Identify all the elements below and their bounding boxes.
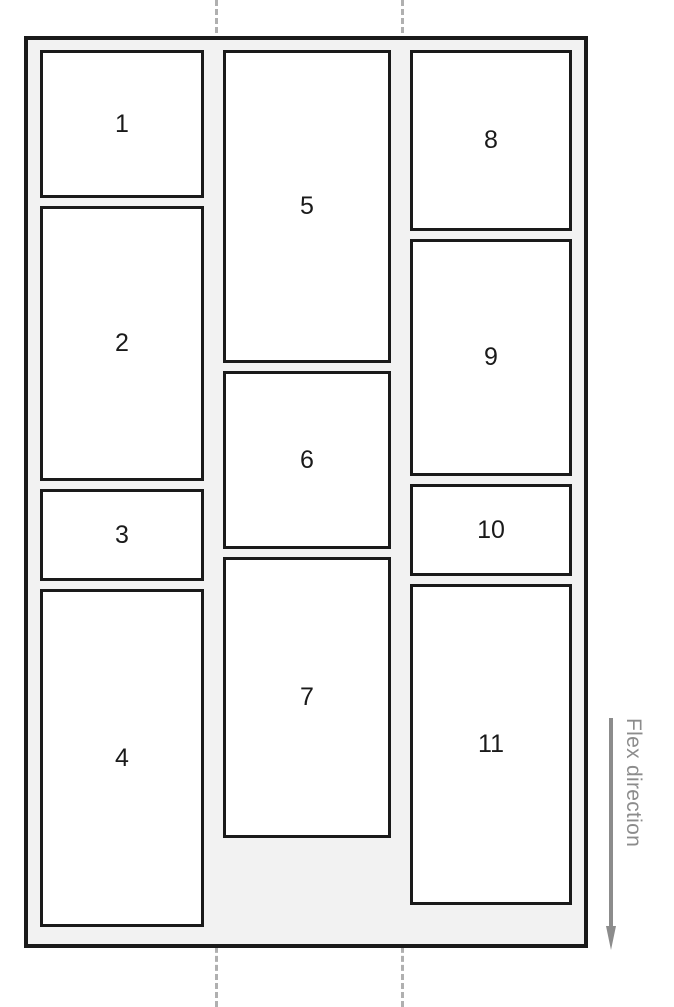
flex-item-6	[223, 371, 391, 549]
flex-column-2	[214, 40, 400, 848]
flex-direction-label: Flex direction	[622, 718, 645, 848]
flex-item-4	[40, 589, 204, 927]
flex-item-10	[410, 484, 572, 576]
flex-item-label: 3	[115, 520, 129, 549]
flex-item-3	[40, 489, 204, 581]
flex-item-label: 4	[115, 743, 129, 772]
flex-column-1	[28, 40, 214, 937]
flex-item-label: 11	[478, 730, 504, 758]
flex-container	[24, 36, 588, 948]
flex-item-label: 1	[115, 109, 129, 138]
flex-item-1	[40, 50, 204, 198]
flex-item-label: 2	[115, 329, 129, 357]
flex-item-2	[40, 206, 204, 481]
flex-item-8	[410, 50, 572, 231]
flex-item-label: 5	[300, 192, 314, 220]
flex-item-label: 6	[300, 445, 314, 474]
flex-item-label: 10	[477, 515, 505, 544]
flex-item-label: 7	[300, 683, 314, 711]
flex-direction-annotation	[598, 718, 670, 952]
flex-item-11	[410, 584, 572, 905]
flex-item-7	[223, 557, 391, 838]
flex-item-9	[410, 239, 572, 476]
flex-item-label: 8	[484, 126, 498, 154]
arrow-down-icon	[606, 718, 616, 952]
flex-item-5	[223, 50, 391, 363]
flex-item-label: 9	[484, 343, 498, 371]
flex-column-3	[400, 40, 584, 915]
